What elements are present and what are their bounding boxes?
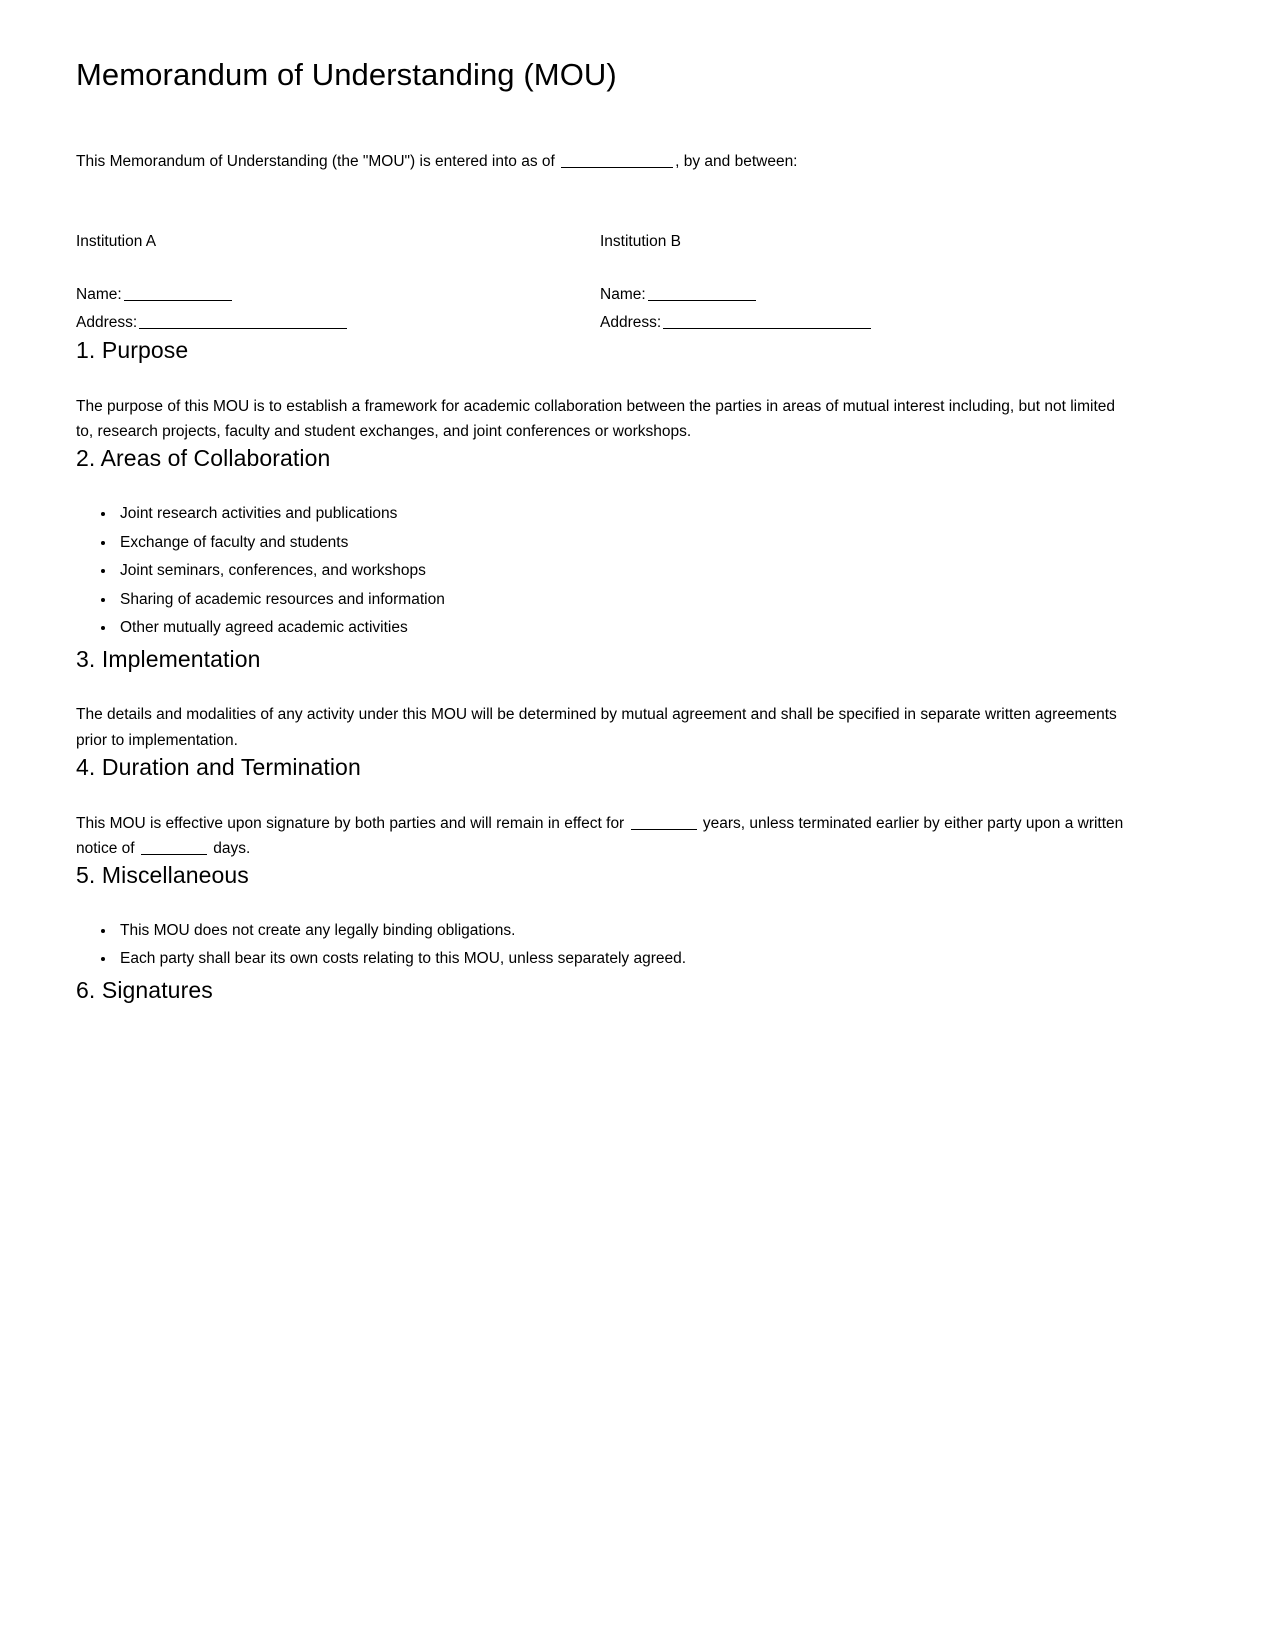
collaboration-list [76, 502, 1125, 640]
section-heading-duration-and-termination: 4. Duration and Termination [76, 753, 361, 780]
duration-text-part-3: days. [213, 839, 251, 857]
institution-a-address-row [76, 309, 600, 337]
parties-block [76, 230, 1125, 336]
institution-b-address-blank[interactable] [663, 313, 871, 329]
institution-a-address-label: Address: [76, 313, 138, 331]
page-title: Memorandum of Understanding (MOU) [76, 57, 617, 92]
duration-text-part-1: This MOU is effective upon signature by both parties and will remain in effect for [76, 814, 625, 832]
section-heading-areas-of-collaboration: 2. Areas of Collaboration [76, 445, 331, 472]
institution-a-name-row [76, 281, 600, 309]
intro-text-before: This Memorandum of Understanding (the "MOU") is entered into as of [76, 152, 555, 170]
institution-b-heading: Institution B [600, 232, 681, 250]
intro-paragraph [76, 150, 1125, 174]
duration-days-blank[interactable] [141, 839, 207, 855]
section-heading-purpose: 1. Purpose [76, 337, 189, 364]
duration-years-blank[interactable] [631, 814, 697, 830]
institution-b-name-label: Name: [600, 286, 646, 304]
section-body-purpose: The purpose of this MOU is to establish a framework for academic collaboration between the parties in areas of mutual interest including, but not limited to, research projects, faculty and student exchanges, and joint conferences or workshops. [76, 398, 1116, 441]
list-item: • Joint research activities and publications [116, 502, 1125, 526]
miscellaneous-list [76, 919, 1125, 972]
institution-b-name-blank[interactable] [648, 285, 756, 301]
list-item: • Other mutually agreed academic activities [116, 616, 1125, 640]
intro-text-after: , by and between: [675, 152, 798, 170]
institution-b-name-row [600, 281, 1124, 309]
list-item: • This MOU does not create any legally binding obligations. [116, 919, 1125, 943]
list-item: • Each party shall bear its own costs relating to this MOU, unless separately agreed. [116, 947, 1125, 971]
institution-b-address-row [600, 309, 1124, 337]
institution-a-name-label: Name: [76, 286, 122, 304]
institution-b-address-label: Address: [600, 313, 662, 331]
section-heading-signatures: 6. Signatures [76, 976, 213, 1003]
section-heading-miscellaneous: 5. Miscellaneous [76, 861, 249, 888]
list-item: • Joint seminars, conferences, and workshops [116, 559, 1125, 583]
party-column-a [76, 230, 600, 336]
section-heading-implementation: 3. Implementation [76, 645, 261, 672]
institution-a-name-blank[interactable] [124, 285, 232, 301]
section-body-implementation: The details and modalities of any activity under this MOU will be determined by mutual agreement and shall be specified in separate written agreements prior to implementation. [76, 706, 1117, 749]
institution-a-address-blank[interactable] [139, 313, 347, 329]
institution-a-heading: Institution A [76, 232, 157, 250]
list-item: • Sharing of academic resources and information [116, 588, 1125, 612]
party-column-b [600, 230, 1124, 336]
section-body-duration-and-termination [76, 811, 1125, 861]
list-item: • Exchange of faculty and students [116, 531, 1125, 555]
date-blank-field[interactable] [561, 152, 673, 168]
duration-text-part-2: years, unless terminated earlier by either party upon a written notice of [76, 814, 1124, 857]
